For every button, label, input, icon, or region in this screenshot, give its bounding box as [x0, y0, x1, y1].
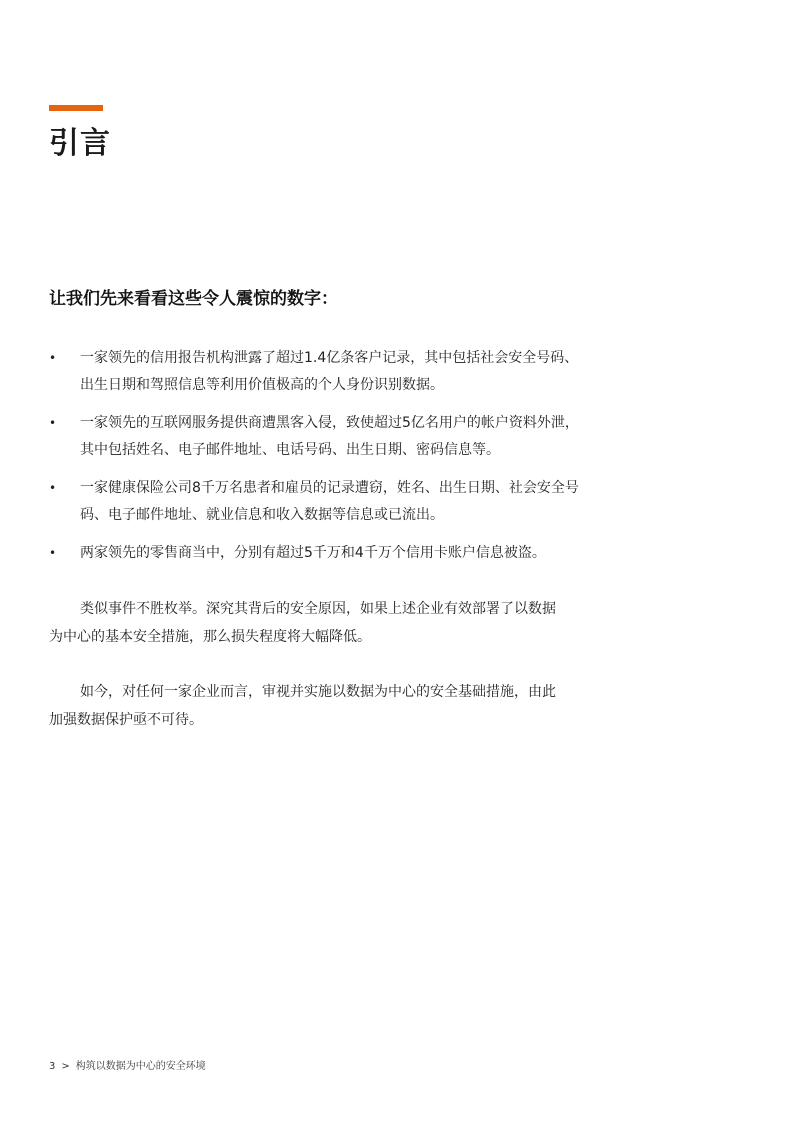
list-item-text: 两家领先的零售商当中，分别有超过5千万和4千万个信用卡账户信息被盗。 [80, 545, 546, 561]
list-item [49, 475, 579, 529]
list-item [49, 345, 579, 399]
footer-document-title: 构筑以数据为中心的安全环境 [75, 1061, 206, 1072]
bullet-icon: • [49, 546, 57, 560]
page-footer [49, 1059, 212, 1075]
page-number: 3 [49, 1061, 56, 1072]
page-title: 引言 [49, 126, 111, 161]
bullet-list [49, 345, 579, 578]
list-item [49, 410, 579, 464]
bullet-icon: • [49, 351, 57, 365]
title-accent-bar [49, 105, 103, 111]
body-paragraph: 类似事件不胜枚举。深究其背后的安全原因，如果上述企业有效部署了以数据为中心的基本安全措施，那么损失程度将大幅降低。 [49, 601, 556, 645]
list-item-text: 一家健康保险公司8千万名患者和雇员的记录遭窃，姓名、出生日期、社会安全号码、电子邮件地址、就业信息和收入数据等信息或已流出。 [80, 480, 579, 523]
list-item-text: 一家领先的信用报告机构泄露了超过1.4亿条客户记录，其中包括社会安全号码、出生日期和驾照信息等利用价值极高的个人身份识别数据。 [80, 350, 579, 393]
body-paragraph: 如今，对任何一家企业而言，审视并实施以数据为中心的安全基础措施，由此加强数据保护亟不可待。 [49, 684, 556, 728]
list-item [49, 540, 579, 567]
list-item-text: 一家领先的互联网服务提供商遭黑客入侵，致使超过5亿名用户的帐户资料外泄，其中包括姓名、电子邮件地址、电话号码、出生日期、密码信息等。 [80, 415, 579, 458]
bullet-icon: • [49, 416, 57, 430]
footer-separator: > [61, 1061, 70, 1072]
section-heading: 让我们先来看看这些令人震惊的数字： [49, 289, 338, 309]
bullet-icon: • [49, 481, 57, 495]
